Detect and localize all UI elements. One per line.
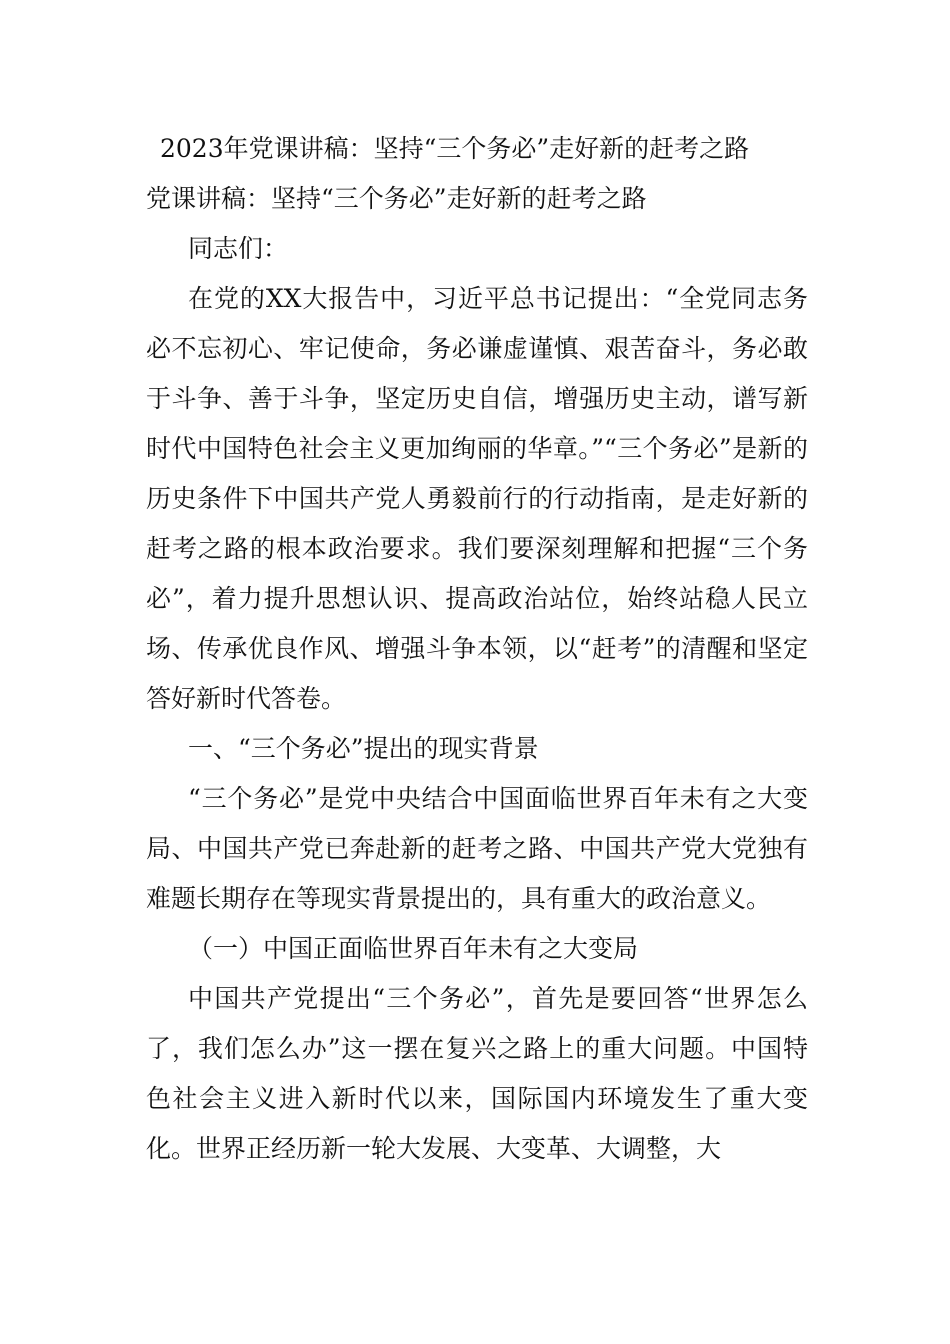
document-body	[146, 124, 808, 1174]
greeting: 同志们：	[188, 234, 289, 263]
paragraph-intro: 在党的XX大报告中，习近平总书记提出：“全党同志务必不忘初心、牢记使命，务必谦虚谨慎、艰苦奋斗，务必敢于斗争、善于斗争，坚定历史自信，增强历史主动，谱写新时代中国特色社会主义更加绚丽的华章。”“三个务必”是新的历史条件下中国共产党人勇毅前行的行动指南，是走好新的赶考之路的根本政治要求。我们要深刻理解和把握“三个务必”，着力提升思想认识、提高政治站位，始终站稳人民立场、传承优良作风、增强斗争本领，以“赶考”的清醒和坚定答好新时代答卷。	[146, 284, 808, 713]
subsection-heading-1: （一）中国正面临世界百年未有之大变局	[188, 934, 639, 963]
paragraph-world-change: 中国共产党提出“三个务必”，首先是要回答“世界怎么了，我们怎么办”这一摆在复兴之路上的重大问题。中国特色社会主义进入新时代以来，国际国内环境发生了重大变化。世界正经历新一轮大发展、大变革、大调整，大	[146, 984, 808, 1163]
document-title: 2023年党课讲稿：坚持“三个务必”走好新的赶考之路	[160, 134, 750, 163]
section-heading-1: 一、“三个务必”提出的现实背景	[188, 734, 539, 763]
document-subtitle: 党课讲稿：坚持“三个务必”走好新的赶考之路	[146, 184, 647, 213]
paragraph-background: “三个务必”是党中央结合中国面临世界百年未有之大变局、中国共产党已奔赴新的赶考之路、中国共产党大党独有难题长期存在等现实背景提出的，具有重大的政治意义。	[146, 784, 808, 913]
